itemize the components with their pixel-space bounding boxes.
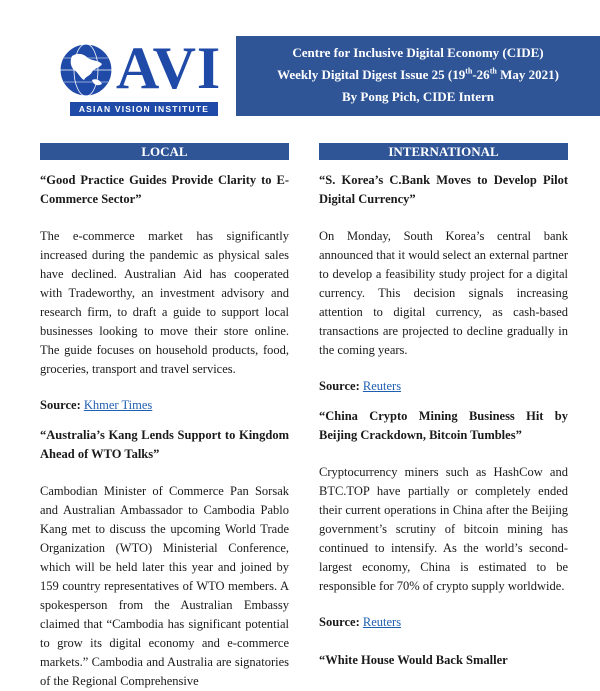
article-source: Source: Reuters (319, 379, 402, 393)
article-body: On Monday, South Korea’s central bank announced that it would select an external partner to develop a feasibility study project for a digital currency. This decision signals increasing attention to digital currency, as cash-based transactions are projected to decline gradually in the coming years. (319, 229, 568, 357)
article-source: Source: Khmer Times (40, 398, 153, 412)
article-title: “White House Would Back Smaller (319, 653, 508, 667)
article-title: “Good Practice Guides Provide Clarity to E-Commerce Sector” (40, 173, 289, 206)
international-heading: INTERNATIONAL (319, 143, 568, 160)
banner-author: By Pong Pich, CIDE Intern (341, 89, 495, 104)
globe-icon (58, 42, 114, 98)
article-title: “S. Korea’s C.Bank Moves to Develop Pilot Digital Currency” (319, 173, 568, 206)
article-body: The e-commerce market has significantly increased during the pandemic as physical sales have declined. Australian Aid has cooperated with Tradeworthy, an investment advisory and research firm, to draft a guide to support local businesses looking to move their store online. The guide focuses on household products, food, groceries, transport and travel services. (40, 229, 289, 376)
international-column (319, 143, 568, 670)
source-link[interactable]: Khmer Times (83, 398, 153, 412)
avi-logo (58, 35, 228, 120)
article-title: “Australia’s Kang Lends Support to Kingdom Ahead of WTO Talks” (40, 428, 289, 461)
banner-title: Centre for Inclusive Digital Economy (CIDE) (292, 45, 544, 60)
article-title: “China Crypto Mining Business Hit by Beijing Crackdown, Bitcoin Tumbles” (319, 409, 568, 442)
article-body: Cambodian Minister of Commerce Pan Sorsak and Australian Ambassador to Cambodia Pablo Kang met to discuss the upcoming World Trade Organization (WTO) Ministerial Conference, which will be held later this year and joined by 159 country representatives of WTO members. A spokesperson from the Australian Embassy claimed that “Cambodia has significant potential to grow its digital economy and e-commerce markets.” Cambodia and Australia are signatories of the Regional Comprehensive (40, 484, 289, 688)
source-link[interactable]: Reuters (362, 615, 402, 629)
local-column (40, 143, 289, 691)
article-source: Source: Reuters (319, 615, 402, 629)
header-banner (236, 36, 600, 116)
local-heading: LOCAL (40, 143, 289, 160)
logo-subtitle: ASIAN VISION INSTITUTE (70, 102, 218, 116)
logo-wordmark: AVI (116, 35, 222, 101)
banner-issue: Weekly Digital Digest Issue 25 (19th-26th May 2021) (277, 66, 559, 82)
source-link[interactable]: Reuters (362, 379, 402, 393)
article-body: Cryptocurrency miners such as HashCow and BTC.TOP have partially or completely ended their current operations in China after the Beijing government’s scrutiny of bitcoin mining has continued to intensify. As the world’s second-largest economy, China is estimated to be responsible for 70% of crypto supply worldwide. (319, 465, 568, 593)
